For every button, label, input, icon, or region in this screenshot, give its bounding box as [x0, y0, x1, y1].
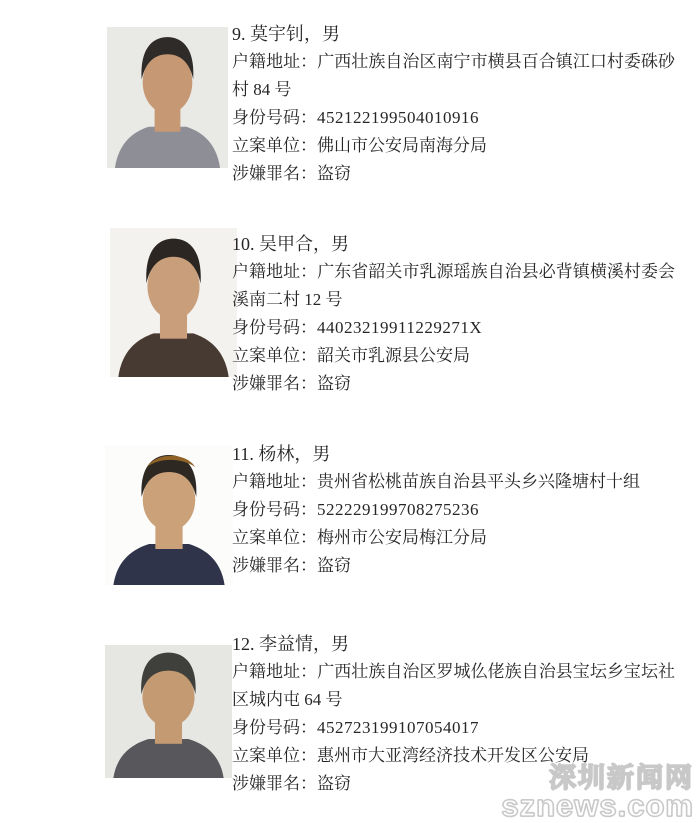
- unit-value: 韶关市乳源县公安局: [317, 346, 470, 365]
- address-label: 户籍地址：: [232, 472, 317, 491]
- mugshot-photo: [107, 27, 228, 168]
- crime-label: 涉嫌罪名：: [232, 556, 317, 575]
- crime-value: 盗窃: [317, 164, 351, 183]
- unit-value: 梅州市公安局梅江分局: [317, 528, 487, 547]
- entry-details: [232, 230, 675, 398]
- entry-title: 11. 杨林，男: [232, 444, 331, 464]
- entry-title: 12. 李益情，男: [232, 634, 349, 654]
- person-silhouette-icon: [105, 645, 232, 778]
- entry-details: [232, 440, 675, 580]
- id-value: 452122199504010916: [317, 108, 479, 127]
- address-value: 贵州省松桃苗族自治县平头乡兴隆塘村十组: [317, 472, 640, 491]
- entry-id: [232, 496, 675, 524]
- unit-label: 立案单位：: [232, 346, 317, 365]
- mugshot-photo: [105, 645, 232, 778]
- crime-label: 涉嫌罪名：: [232, 374, 317, 393]
- crime-label: 涉嫌罪名：: [232, 774, 317, 793]
- entry-title: 9. 莫宇钊，男: [232, 24, 340, 44]
- mugshot-photo: [110, 228, 237, 377]
- person-silhouette-icon: [107, 27, 228, 168]
- entry-title: 10. 吴甲合，男: [232, 234, 349, 254]
- entry-id: [232, 314, 675, 342]
- entry-crime: [232, 370, 675, 398]
- id-label: 身份号码：: [232, 500, 317, 519]
- unit-value: 惠州市大亚湾经济技术开发区公安局: [317, 746, 589, 765]
- entry-unit: [232, 132, 675, 160]
- entry-unit: [232, 342, 675, 370]
- entry-id: [232, 714, 675, 742]
- crime-value: 盗窃: [317, 556, 351, 575]
- address-label: 户籍地址：: [232, 662, 318, 681]
- unit-label: 立案单位：: [232, 136, 317, 155]
- address-label: 户籍地址：: [232, 262, 318, 281]
- id-label: 身份号码：: [232, 718, 317, 737]
- entry-crime: [232, 552, 675, 580]
- entry-address: [232, 468, 675, 496]
- id-value: 522229199708275236: [317, 500, 479, 519]
- unit-label: 立案单位：: [232, 528, 317, 547]
- address-value: 广东省韶关市乳源瑶族自治县必背镇横溪村委会溪南二村 12 号: [232, 262, 676, 309]
- id-label: 身份号码：: [232, 108, 317, 127]
- id-label: 身份号码：: [232, 318, 317, 337]
- address-value: 广西壮族自治区南宁市横县百合镇江口村委硃砂村 84 号: [232, 52, 676, 99]
- watermark-site-name: 深圳新闻网: [549, 763, 694, 793]
- unit-label: 立案单位：: [232, 746, 317, 765]
- person-silhouette-icon: [105, 445, 233, 585]
- address-label: 户籍地址：: [232, 52, 318, 71]
- unit-value: 佛山市公安局南海分局: [317, 136, 487, 155]
- entry-details: [232, 20, 675, 188]
- entry-id: [232, 104, 675, 132]
- site-watermark: [501, 763, 694, 823]
- person-silhouette-icon: [110, 228, 237, 377]
- entry-address: [232, 658, 675, 714]
- entry-crime: [232, 160, 675, 188]
- id-value: 44023219911229271X: [317, 318, 483, 337]
- crime-value: 盗窃: [317, 374, 351, 393]
- entry-address: [232, 48, 675, 104]
- crime-label: 涉嫌罪名：: [232, 164, 317, 183]
- entry-address: [232, 258, 675, 314]
- watermark-site-url: sznews.com: [501, 788, 694, 823]
- mugshot-photo: [105, 445, 233, 585]
- id-value: 452723199107054017: [317, 718, 479, 737]
- entry-unit: [232, 524, 675, 552]
- address-value: 广西壮族自治区罗城仫佬族自治县宝坛乡宝坛社区城内屯 64 号: [232, 662, 676, 709]
- crime-value: 盗窃: [317, 774, 351, 793]
